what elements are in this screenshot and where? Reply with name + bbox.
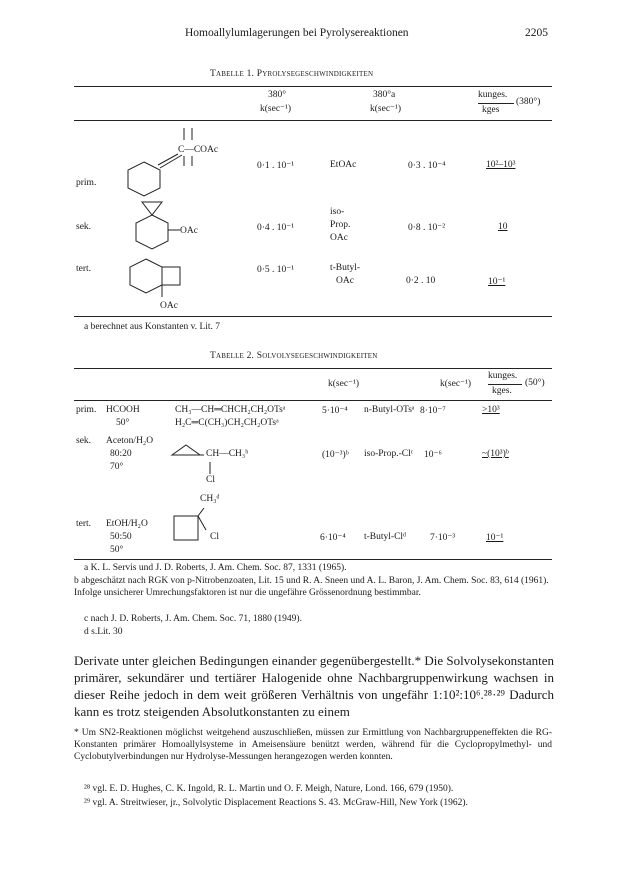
table1-row-tert-compound-1: t-Butyl- bbox=[330, 263, 361, 273]
structure-prim bbox=[128, 128, 218, 196]
table2-row-sek-ratio: ~(10³)ᵇ bbox=[482, 449, 509, 459]
table1-row-sek-compound-2: Prop. bbox=[330, 220, 351, 230]
table2-row-sek-ref: iso-Prop.-Clᶜ bbox=[364, 449, 414, 459]
table2-row-tert-substrate-2: Cl bbox=[210, 532, 219, 542]
table2-row-tert-k1: 6·10⁻⁴ bbox=[320, 533, 346, 543]
table1-col-unit-a: k(sec⁻¹) bbox=[260, 104, 292, 114]
page-number: 2205 bbox=[525, 27, 548, 39]
structure-prim-label: C—COAc bbox=[178, 145, 219, 155]
table2-footnote-b: b abgeschätzt nach RGK von p-Nitrobenzoaten, Lit. 15 und R. A. Sneen und A. L. Baron, J. Am. Chem. Soc. 83, 614 (1961). Infolge unsicherer Umrechungsfaktoren ist nur die ungefähre Grössenordnung bestimmbar. bbox=[74, 576, 549, 598]
table2-row-prim-solvent-2: 50° bbox=[116, 418, 130, 428]
table2-row-prim-substrate-1: CH₃—CH═CHCH₂CH₂OTsᵃ bbox=[175, 405, 286, 415]
table1-row-sek-compound-3: OAc bbox=[330, 233, 348, 243]
table1-row-prim-k1: 0·1 . 10⁻¹ bbox=[257, 161, 295, 171]
table2-col-ratio-temp: (50°) bbox=[525, 378, 545, 388]
table1-col-temp-a: 380° bbox=[268, 90, 287, 100]
body-paragraph: Derivate unter gleichen Bedingungen einander gegenübergestellt.* Die Solvolysekonstanten primärer, sekundärer und tertiärer Halogenide ohne Nachbargruppenwirkung wachsen in dieser Reihe jedoch in dem weit größeren Verhältnis von ungefähr 1:10²:10⁶.²⁸·²⁹ Dadurch kann es trotz steigenden Absolutkonstanten zu einem bbox=[74, 653, 554, 719]
table1-col-unit-b: k(sec⁻¹) bbox=[370, 104, 402, 114]
table2-title: Tabelle 2. Solvolysegeschwindigkeiten bbox=[210, 351, 378, 361]
cyclopropyl-ring bbox=[170, 443, 206, 461]
table1-footnote: a berechnet aus Konstanten v. Lit. 7 bbox=[84, 322, 221, 332]
table1-row-tert-k2: 0·2 . 10 bbox=[406, 276, 436, 286]
table2-row-prim-ratio: >10³ bbox=[482, 405, 500, 415]
table2-row-prim-k2: 8·10⁻⁷ bbox=[420, 406, 446, 416]
page-footnote-29: ²⁹ vgl. A. Streitwieser, jr., Solvolytic Displacement Reactions S. 43. McGraw-Hill, New York (1962). bbox=[84, 798, 468, 808]
table1-header-rule bbox=[74, 120, 552, 121]
table1-title: Tabelle 1. Pyrolysegeschwindigkeiten bbox=[210, 69, 374, 79]
table1-row-prim-ratio: 10²–10³ bbox=[486, 160, 516, 170]
structure-sek bbox=[136, 202, 198, 249]
table2-row-sek-k2: 10⁻⁶ bbox=[424, 450, 442, 460]
table2-row-tert-solvent-3: 50° bbox=[110, 545, 124, 555]
table2-col-ratio-den: kges. bbox=[492, 386, 512, 396]
table2-ratio-fraction-bar bbox=[488, 384, 522, 385]
table2-col-ratio-num: kunges. bbox=[488, 371, 518, 381]
table1-row-sek-ratio: 10 bbox=[498, 222, 508, 232]
bond-to-cl-sek bbox=[206, 461, 214, 475]
table2-footnote-a: a K. L. Servis und J. D. Roberts, J. Am. Chem. Soc. 87, 1331 (1965). bbox=[84, 563, 347, 573]
table2-col-unit-b: k(sec⁻¹) bbox=[440, 379, 472, 389]
table1-top-rule bbox=[74, 86, 552, 87]
table2-row-tert-solvent-2: 50:50 bbox=[110, 532, 132, 542]
table2-row-tert-solvent-1: EtOH/H₂O bbox=[106, 519, 148, 529]
table2-row-sek-substrate-1: CH—CH₃ᵇ bbox=[206, 449, 249, 459]
table2-top-rule bbox=[74, 368, 552, 369]
table2-row-sek-solvent-3: 70° bbox=[110, 462, 124, 472]
table1-row-sek-k1: 0·4 . 10⁻¹ bbox=[257, 223, 295, 233]
table2-row-tert-substrate-1: CH₃ᵈ bbox=[200, 494, 220, 504]
running-title: Homoallylumlagerungen bei Pyrolysereaktionen bbox=[185, 27, 409, 39]
table1-row-tert-k1: 0·5 . 10⁻¹ bbox=[257, 265, 295, 275]
table1-col-ratio-temp: (380°) bbox=[516, 97, 541, 107]
table2-row-prim-k1: 5·10⁻⁴ bbox=[322, 406, 348, 416]
table2-row-prim-ref: n-Butyl-OTsᵃ bbox=[364, 405, 415, 415]
table2-row-tert-label: tert. bbox=[76, 519, 92, 529]
table1-row-prim-label: prim. bbox=[76, 178, 97, 188]
structure-tert-oac: OAc bbox=[160, 301, 178, 311]
table2-row-prim-solvent-1: HCOOH bbox=[106, 405, 140, 415]
table1-row-prim-compound: EtOAc bbox=[330, 160, 357, 170]
table2-footnote-d: d s.Lit. 30 bbox=[84, 627, 123, 637]
table2-row-prim-label: prim. bbox=[76, 405, 97, 415]
table2-row-tert-ratio: 10⁻¹ bbox=[486, 533, 504, 543]
table1-row-sek-k2: 0·8 . 10⁻² bbox=[408, 223, 446, 233]
table2-row-tert-k2: 7·10⁻³ bbox=[430, 533, 456, 543]
table1-bottom-rule bbox=[74, 316, 552, 317]
table2-bottom-rule bbox=[74, 559, 552, 560]
table2-row-sek-k1: (10⁻³)ᵇ bbox=[322, 450, 349, 460]
table1-row-prim-k2: 0·3 . 10⁻⁴ bbox=[408, 161, 446, 171]
cyclobutyl-ring bbox=[170, 506, 210, 546]
table2-row-sek-substrate-2: Cl bbox=[206, 475, 215, 485]
table1-row-tert-ratio: 10⁻¹ bbox=[488, 277, 506, 287]
structure-sek-oac: OAc bbox=[180, 226, 198, 236]
structure-tert bbox=[130, 259, 180, 311]
table1-row-tert-label: tert. bbox=[76, 264, 92, 274]
table2-row-sek-solvent-1: Aceton/H₂O bbox=[106, 436, 154, 446]
table2-row-prim-substrate-2: H₂C═C(CH₃)CH₂CH₂OTsᵃ bbox=[175, 418, 279, 428]
table2-row-sek-solvent-2: 80:20 bbox=[110, 449, 132, 459]
table2-footnote-c: c nach J. D. Roberts, J. Am. Chem. Soc. 71, 1880 (1949). bbox=[84, 614, 302, 624]
table1-col-temp-b: 380°a bbox=[373, 90, 396, 100]
page-footnote-star: * Um SN2-Reaktionen möglichst weitgehend auszuschließen, müssen zur Ermittlung von Nachbargruppeneffekten die RG-Konstanten primärer Homoallylsysteme in Ameisensäure benützt werden, während für die Cyclopropylmethyl- und Cyclobutylverbindungen nur Hydrolyse-Messungen herangezogen werden konnten. bbox=[74, 728, 552, 762]
table1-row-sek-compound-1: iso- bbox=[330, 207, 345, 217]
table1-structures bbox=[74, 122, 274, 317]
table1-col-ratio-num: kunges. bbox=[478, 90, 508, 100]
table1-row-tert-compound-2: OAc bbox=[336, 276, 354, 286]
table1-col-ratio-den: kges bbox=[482, 105, 500, 115]
table2-row-tert-ref: t-Butyl-Clᵈ bbox=[364, 532, 407, 542]
table1-ratio-fraction-bar bbox=[478, 103, 514, 104]
table1-row-sek-label: sek. bbox=[76, 222, 92, 232]
table2-col-unit-a: k(sec⁻¹) bbox=[328, 379, 360, 389]
page-footnote-28: ²⁸ vgl. E. D. Hughes, C. K. Ingold, R. L. Martin und O. F. Meigh, Nature, Lond. 166, 679 (1950). bbox=[84, 784, 454, 794]
table2-header-rule bbox=[74, 400, 552, 401]
table2-row-sek-label: sek. bbox=[76, 436, 92, 446]
